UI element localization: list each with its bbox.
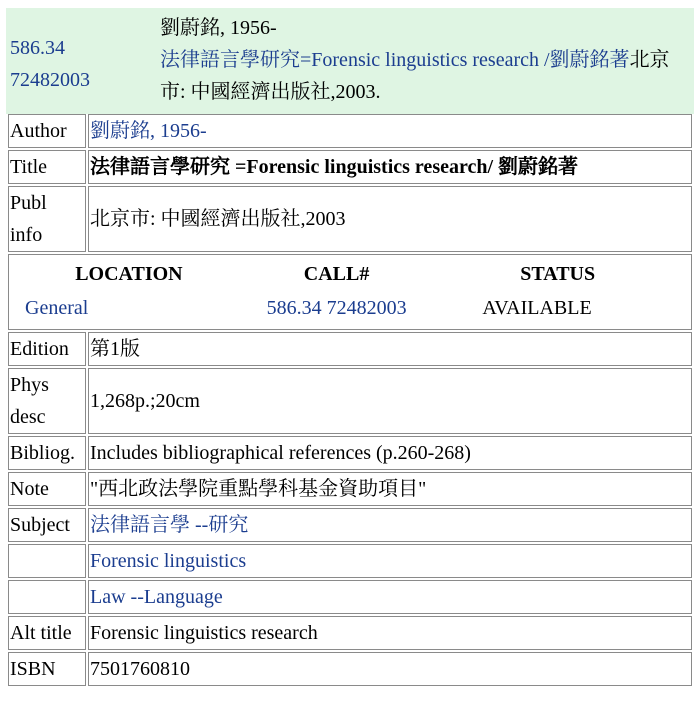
call-number-class: 586.34 [10, 37, 65, 59]
edition-label: Edition [8, 332, 86, 366]
call-header: CALL# [303, 263, 370, 285]
publ-row [8, 186, 692, 252]
note-row [8, 472, 692, 506]
summary-text [160, 12, 692, 108]
isbn-label: ISBN [8, 652, 86, 686]
location-header: LOCATION [75, 263, 183, 285]
call-number-cutter: 72482003 [10, 69, 90, 91]
title-value: 法律語言學研究 =Forensic linguistics research/ 劉蔚銘著 [88, 150, 692, 184]
holdings-item-row [15, 291, 685, 325]
note-value: "西北政法學院重點學科基金資助項目" [88, 472, 692, 506]
subject-link-3[interactable]: Law --Language [88, 580, 692, 614]
publ-label-line1: Publ [10, 192, 47, 214]
phys-value: 1,268p.;20cm [88, 368, 692, 434]
isbn-row [8, 652, 692, 686]
subject-row [8, 580, 692, 614]
bibliog-value: Includes bibliographical references (p.260-268) [88, 436, 692, 470]
publ-value: 北京市: 中國經濟出版社,2003 [88, 186, 692, 252]
subject-row [8, 544, 692, 578]
subject-row [8, 508, 692, 542]
alt-title-label: Alt title [8, 616, 86, 650]
author-row [8, 114, 692, 148]
status-header: STATUS [520, 263, 596, 285]
edition-value: 第1版 [88, 332, 692, 366]
record-summary [6, 8, 694, 114]
summary-author: 劉蔚銘, 1956- [160, 17, 277, 39]
note-label: Note [8, 472, 86, 506]
holdings-header-row [15, 257, 685, 291]
bib-record-table [6, 112, 694, 688]
holdings-row [8, 254, 692, 330]
summary-publication: 北京市: 中國經濟出版社,2003. [160, 49, 670, 103]
location-link[interactable]: General [25, 297, 89, 319]
summary-title-link[interactable]: 法律語言學研究=Forensic linguistics research /劉蔚銘著 [160, 49, 630, 71]
subject-link-2[interactable]: Forensic linguistics [88, 544, 692, 578]
bibliog-label: Bibliog. [8, 436, 86, 470]
publ-label [8, 186, 86, 252]
phys-label-line1: Phys [10, 374, 49, 396]
title-row [8, 150, 692, 184]
holdings-table [15, 257, 685, 325]
phys-label-line2: desc [10, 406, 46, 428]
bibliog-row [8, 436, 692, 470]
edition-row [8, 332, 692, 366]
author-link[interactable]: 劉蔚銘, 1956- [88, 114, 692, 148]
summary-call-number [10, 32, 90, 96]
status-value: AVAILABLE [482, 297, 592, 319]
alt-title-row [8, 616, 692, 650]
call-number-link[interactable]: 586.34 72482003 [266, 297, 407, 319]
isbn-value: 7501760810 [88, 652, 692, 686]
author-label: Author [8, 114, 86, 148]
alt-title-value: Forensic linguistics research [88, 616, 692, 650]
subject-link-1[interactable]: 法律語言學 --研究 [88, 508, 692, 542]
subject-label-empty [8, 580, 86, 614]
subject-label: Subject [8, 508, 86, 542]
phys-label [8, 368, 86, 434]
phys-row [8, 368, 692, 434]
title-label: Title [8, 150, 86, 184]
subject-label-empty [8, 544, 86, 578]
publ-label-line2: info [10, 224, 43, 246]
holdings-cell [8, 254, 692, 330]
